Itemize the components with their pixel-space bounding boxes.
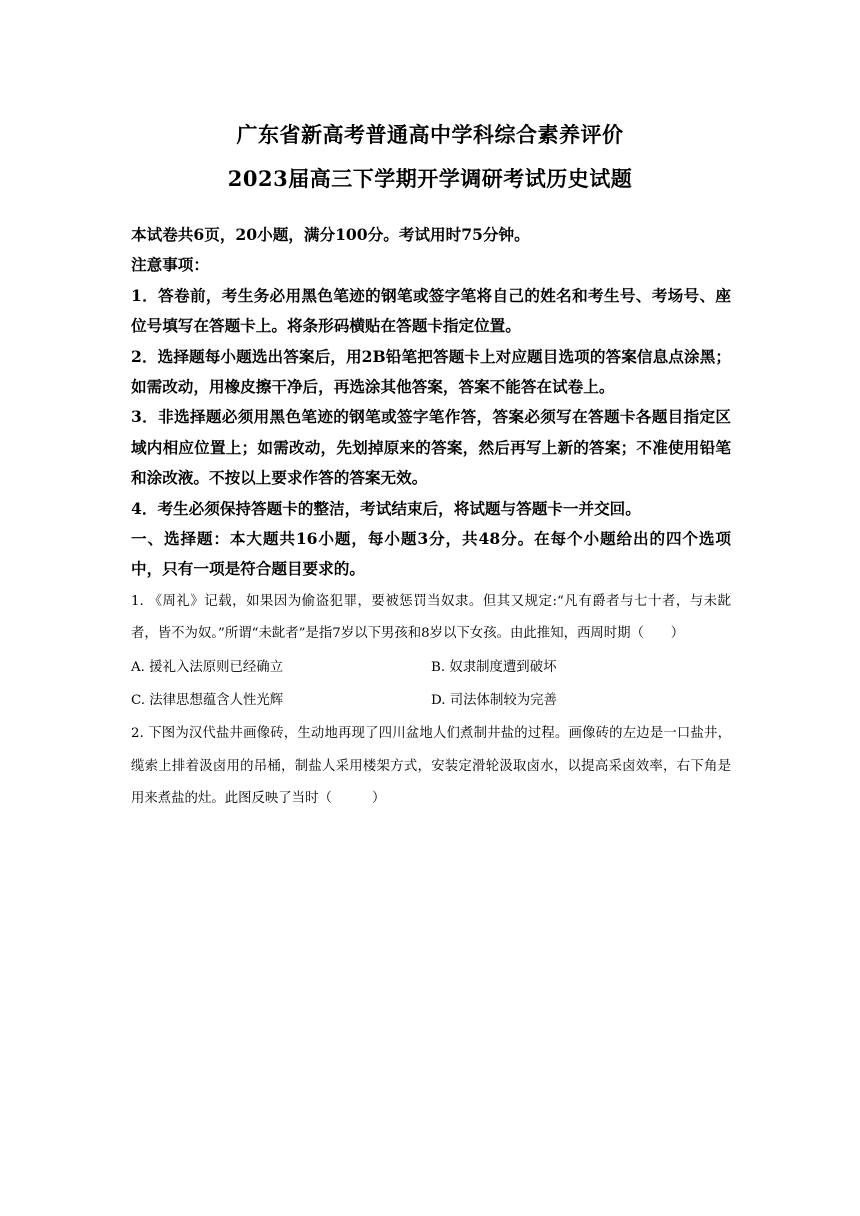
title-line-2: 2023届高三下学期开学调研考试历史试题 xyxy=(227,166,633,191)
notice-item-4: 4．考生必须保持答题卡的整洁，考试结束后，将试题与答题卡一并交回。 xyxy=(131,498,641,518)
question-1-stem: 1. 《周礼》记载，如果因为偷盗犯罪，要被惩罚当奴隶。但其又规定:“凡有爵者与七十者，与未龀者，皆不为奴。”所谓“未龀者”是指7岁以下男孩和8岁以下女孩。由此推知，西周时期（ ） xyxy=(131,593,731,642)
notice-heading: 注意事项： xyxy=(131,255,209,275)
notice-item-2: 2．选择题每小题选出答案后，用2B铅笔把答题卡上对应题目选项的答案信息点涂黑；如需改动，用橡皮擦干净后，再选涂其他答案，答案不能答在试卷上。 xyxy=(131,346,731,397)
exam-title xyxy=(0,113,860,201)
notice-item-3: 3．非选择题必须用黑色笔迹的钢笔或签字笔作答，答案必须写在答题卡各题目指定区域内相应位置上；如需改动，先划掉原来的答案，然后再写上新的答案；不准使用铅笔和涂改液。不按以上要求作答的答案无效。 xyxy=(131,407,731,488)
question-2-stem: 2. 下图为汉代盐井画像砖，生动地再现了四川盆地人们煮制井盐的过程。画像砖的左边是一口盐井，缆索上排着汲卤用的吊桶，制盐人采用楼架方式，安装定滑轮汲取卤水，以提高采卤效率，右下角是用来煮盐的灶。此图反映了当时（ ） xyxy=(131,726,731,807)
title-line-1: 广东省新高考普通高中学科综合素养评价 xyxy=(236,122,624,147)
option-c: C. 法律思想蕴含人性光辉 xyxy=(131,693,284,709)
notice-item-1: 1．答卷前，考生务必用黑色笔迹的钢笔或签字笔将自己的姓名和考生号、考场号、座位号填写在答题卡上。将条形码横贴在答题卡指定位置。 xyxy=(131,285,731,336)
section-heading: 一、选择题：本大题共16小题，每小题3分，共48分。在每个小题给出的四个选项中，只有一项是符合题目要求的。 xyxy=(131,529,731,579)
exam-summary: 本试卷共6页，20小题，满分100分。考试用时75分钟。 xyxy=(131,225,530,244)
question-1-options-row-1 xyxy=(131,651,731,684)
option-d: D. 司法体制较为完善 xyxy=(431,693,557,709)
exam-body xyxy=(131,220,731,816)
option-b: B. 奴隶制度遭到破坏 xyxy=(431,660,557,676)
question-1-options-row-2 xyxy=(131,684,731,717)
option-a: A. 援礼入法原则已经确立 xyxy=(131,660,284,676)
